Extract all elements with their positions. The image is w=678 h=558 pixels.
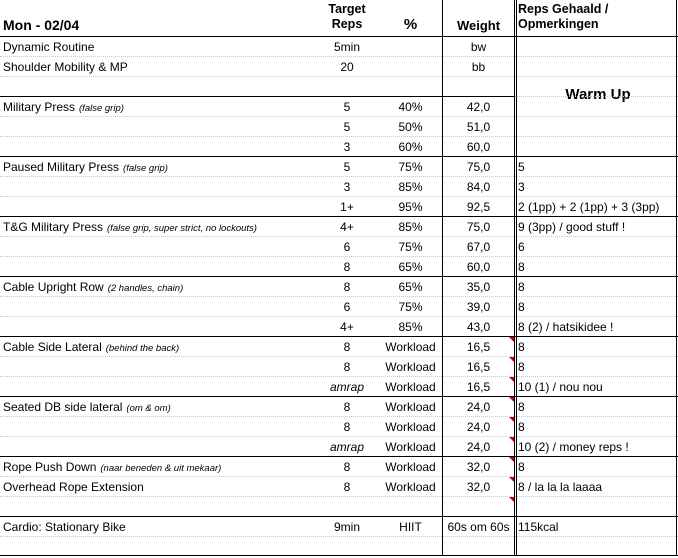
target-reps-cell xyxy=(316,77,378,97)
target-reps-cell: 8 xyxy=(343,340,351,354)
border-line xyxy=(0,516,678,517)
percent-cell: 75% xyxy=(398,240,423,254)
border-line xyxy=(0,336,515,337)
exercise-name: Military Press (false grip) xyxy=(3,100,124,114)
target-reps-cell: 4+ xyxy=(340,220,354,234)
exercise-name xyxy=(3,77,313,97)
target-reps-cell: 5min xyxy=(333,40,360,54)
column-border xyxy=(676,0,677,556)
target-reps-cell: 4+ xyxy=(340,320,354,334)
target-reps-cell: 3 xyxy=(343,140,351,154)
weight-cell: 35,0 xyxy=(466,280,491,294)
percent-cell: Workload xyxy=(385,460,436,474)
warm-up-label: Warm Up xyxy=(565,86,631,103)
border-line xyxy=(515,336,678,337)
weight-cell: 60,0 xyxy=(466,140,491,154)
percent-cell: 75% xyxy=(398,160,423,174)
target-reps-cell: 8 xyxy=(343,360,351,374)
notes-cell: 8 / la la la laaaa xyxy=(518,480,603,494)
notes-cell: 2 (1pp) + 2 (1pp) + 3 (3pp) xyxy=(518,200,660,214)
exercise-note: (false grip) xyxy=(79,103,124,114)
percent-cell: 65% xyxy=(398,260,423,274)
notes-cell: 8 xyxy=(518,420,525,434)
border-line xyxy=(0,156,515,157)
border-line xyxy=(0,555,678,556)
weight-cell: 24,0 xyxy=(466,400,491,414)
column-border xyxy=(516,0,517,556)
page-title: Mon - 02/04 xyxy=(3,17,80,33)
weight-cell: 67,0 xyxy=(466,240,491,254)
weight-cell: 42,0 xyxy=(466,100,491,114)
exercise-name: Cardio: Stationary Bike xyxy=(3,520,126,534)
percent-cell: Workload xyxy=(385,420,436,434)
weight-cell: 60s om 60s xyxy=(447,520,510,534)
percent-cell: Workload xyxy=(385,400,436,414)
exercise-name xyxy=(3,497,313,517)
border-line xyxy=(0,276,515,277)
border-line xyxy=(515,156,678,157)
notes-cell: 10 (1) / nou nou xyxy=(518,380,603,394)
header-target-reps: Target Reps xyxy=(328,2,366,31)
notes-cell: 8 xyxy=(518,400,525,414)
notes-cell: 8 xyxy=(518,340,525,354)
weight-cell: 24,0 xyxy=(466,420,491,434)
notes-cell: 8 xyxy=(518,260,525,274)
notes-cell xyxy=(518,117,676,137)
percent-cell xyxy=(379,57,442,77)
percent-cell: Workload xyxy=(385,440,436,454)
notes-cell xyxy=(518,97,676,117)
notes-cell: 8 xyxy=(518,300,525,314)
percent-cell: 50% xyxy=(398,120,423,134)
target-reps-cell: 5 xyxy=(343,120,351,134)
notes-cell: 8 (2) / hatsikidee ! xyxy=(518,320,614,334)
weight-cell: 43,0 xyxy=(466,320,491,334)
exercise-name: Rope Push Down (naar beneden & uit mekaar) xyxy=(3,460,222,474)
border-line xyxy=(515,456,678,457)
weight-cell: 60,0 xyxy=(466,260,491,274)
exercise-name: Overhead Rope Extension xyxy=(3,480,144,494)
header-weight: Weight xyxy=(456,18,501,33)
exercise-note: (false grip) xyxy=(123,163,168,174)
header-notes: Reps Gehaald / Opmerkingen xyxy=(518,2,609,31)
border-line xyxy=(515,216,678,217)
target-reps-cell: 8 xyxy=(343,280,351,294)
exercise-name xyxy=(3,377,313,397)
exercise-name: Shoulder Mobility & MP xyxy=(3,60,128,74)
percent-cell xyxy=(379,37,442,57)
weight-cell: 92,5 xyxy=(466,200,491,214)
exercise-note: (false grip, super strict, no lockouts) xyxy=(107,223,257,234)
weight-cell: 51,0 xyxy=(466,120,491,134)
weight-cell: 16,5 xyxy=(466,360,491,374)
exercise-note: (2 handles, chain) xyxy=(107,283,184,294)
exercise-name: Paused Military Press (false grip) xyxy=(3,160,168,174)
percent-cell: Workload xyxy=(385,480,436,494)
percent-cell: 95% xyxy=(398,200,423,214)
border-line xyxy=(0,96,515,97)
percent-cell: 60% xyxy=(398,140,423,154)
weight-cell: 75,0 xyxy=(466,160,491,174)
border-line xyxy=(0,456,515,457)
notes-cell xyxy=(518,37,676,57)
target-reps-cell: 8 xyxy=(343,460,351,474)
target-reps-cell: 8 xyxy=(343,480,351,494)
target-reps-cell: 20 xyxy=(340,60,354,74)
weight-cell: 16,5 xyxy=(466,380,491,394)
border-line xyxy=(0,36,678,37)
weight-cell: 75,0 xyxy=(466,220,491,234)
target-reps-cell: 6 xyxy=(343,300,351,314)
weight-cell: bw xyxy=(470,40,487,54)
notes-cell xyxy=(518,77,676,97)
column-border xyxy=(442,0,443,556)
percent-cell: HIIT xyxy=(399,520,422,534)
notes-cell: 10 (2) / money reps ! xyxy=(518,440,629,454)
percent-cell: 85% xyxy=(398,180,423,194)
border-line xyxy=(515,396,678,397)
notes-cell: 115kcal xyxy=(518,520,559,534)
percent-cell: Workload xyxy=(385,360,436,374)
percent-cell: Workload xyxy=(385,340,436,354)
border-line xyxy=(0,216,515,217)
notes-cell: 5 xyxy=(518,160,525,174)
exercise-name xyxy=(3,137,313,157)
target-reps-cell: 8 xyxy=(343,260,351,274)
target-reps-cell xyxy=(316,497,378,517)
target-reps-cell: 3 xyxy=(343,180,351,194)
exercise-name xyxy=(3,317,313,337)
exercise-name xyxy=(3,117,313,137)
target-reps-cell: 9min xyxy=(333,520,360,534)
percent-cell: 65% xyxy=(398,280,423,294)
weight-cell: 24,0 xyxy=(466,440,491,454)
weight-cell: 32,0 xyxy=(466,480,491,494)
target-reps-cell: 1+ xyxy=(340,200,354,214)
exercise-name: Seated DB side lateral (om & om) xyxy=(3,400,171,414)
exercise-name xyxy=(3,417,313,437)
percent-cell: 40% xyxy=(398,100,423,114)
header-percent: % xyxy=(403,16,418,33)
weight-cell: 39,0 xyxy=(466,300,491,314)
percent-cell: 75% xyxy=(398,300,423,314)
exercise-name xyxy=(3,197,313,217)
percent-cell: Workload xyxy=(385,380,436,394)
exercise-note: (behind the back) xyxy=(105,343,180,354)
border-line xyxy=(515,276,678,277)
percent-cell: 85% xyxy=(398,320,423,334)
border-line xyxy=(0,396,515,397)
notes-cell: 8 xyxy=(518,280,525,294)
target-reps-cell: 8 xyxy=(343,400,351,414)
notes-cell: 9 (3pp) / good stuff ! xyxy=(518,220,626,234)
target-reps-cell: amrap xyxy=(329,380,364,394)
exercise-name xyxy=(3,297,313,317)
exercise-name: Dynamic Routine xyxy=(3,40,95,54)
exercise-name xyxy=(3,257,313,277)
exercise-note: (om & om) xyxy=(126,403,171,414)
notes-cell xyxy=(518,57,676,77)
exercise-name: Cable Upright Row (2 handles, chain) xyxy=(3,280,184,294)
target-reps-cell: amrap xyxy=(329,440,364,454)
weight-cell: 16,5 xyxy=(466,340,491,354)
percent-cell xyxy=(379,497,442,517)
target-reps-cell: 5 xyxy=(343,100,351,114)
notes-cell: 8 xyxy=(518,460,525,474)
target-reps-cell: 6 xyxy=(343,240,351,254)
weight-cell: bb xyxy=(471,60,486,74)
weight-cell xyxy=(443,497,514,517)
exercise-name: T&G Military Press (false grip, super strict, no lockouts) xyxy=(3,220,257,234)
percent-cell: 85% xyxy=(398,220,423,234)
percent-cell xyxy=(379,77,442,97)
notes-cell: 6 xyxy=(518,240,525,254)
notes-cell: 8 xyxy=(518,360,525,374)
target-reps-cell: 5 xyxy=(343,160,351,174)
column-border xyxy=(514,0,515,556)
target-reps-cell: 8 xyxy=(343,420,351,434)
notes-cell: 3 xyxy=(518,180,525,194)
exercise-note: (naar beneden & uit mekaar) xyxy=(100,463,222,474)
exercise-name xyxy=(3,177,313,197)
exercise-name xyxy=(3,357,313,377)
exercise-name xyxy=(3,237,313,257)
notes-cell xyxy=(518,137,676,157)
exercise-name xyxy=(3,437,313,457)
weight-cell: 84,0 xyxy=(466,180,491,194)
exercise-name: Cable Side Lateral (behind the back) xyxy=(3,340,180,354)
weight-cell: 32,0 xyxy=(466,460,491,474)
notes-cell xyxy=(518,497,676,517)
weight-cell xyxy=(443,77,514,97)
